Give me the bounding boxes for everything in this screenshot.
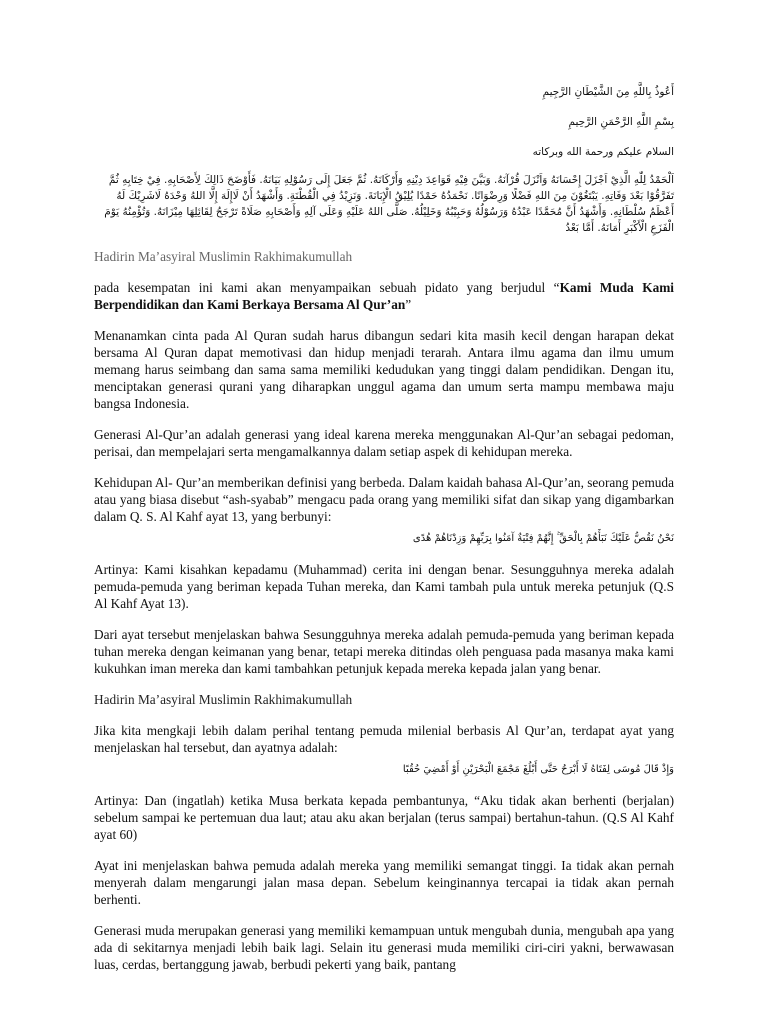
intro-paragraph (94, 279, 674, 313)
intro-lead: pada kesempatan ini kami akan menyampaikan sebuah pidato yang berjudul “ (94, 280, 560, 295)
paragraph-7: Artinya: Dan (ingatlah) ketika Musa berkata kepada pembantunya, “Aku tidak akan berhenti (berjalan) sebelum sampai ke pertemuan dua laut; atau aku akan berjalan (terus sampai) bertahun-tahun. (Q.S Al Kahf ayat 60) (94, 793, 674, 842)
speech-title: Kami Muda Kami Berpendidikan dan Kami Berkaya Bersama Al Qur’an (94, 280, 674, 312)
greeting-heading-2: Hadirin Ma’asyiral Muslimin Rakhimakumullah (94, 692, 353, 707)
verse-al-kahf-13: نَحْنُ نَقُصُّ عَلَيْكَ نَبَأَهُمْ بِالْحَقِّ ۚ إِنَّهُمْ فِتْيَةٌ آمَنُوا بِرَبِّهِمْ وَزِدْنَاهُمْ هُدًى (412, 533, 674, 544)
paragraph-8: Ayat ini menjelaskan bahwa pemuda adalah mereka yang memiliki semangat tinggi. Ia tidak akan pernah menyerah dalam mengarungi jalan masa depan. Sebelum keinginannya tercapai ia tidak akan pernah berhenti. (94, 858, 674, 907)
paragraph-9: Generasi muda merupakan generasi yang memiliki kemampuan untuk mengubah dunia, mengubah apa yang ada di sekitarnya menjadi lebih baik lagi. Selain itu generasi muda memiliki ciri-ciri yakni, berwawasan luas, cerdas, bertanggung jawab, berbudi pekerti yang baik, pantang (94, 923, 674, 972)
paragraph-6: Jika kita mengkaji lebih dalam perihal tentang pemuda milenial berbasis Al Qur’an, terdapat ayat yang menjelaskan hal tersebut, dan ayatnya adalah: (94, 723, 674, 755)
paragraph-1: Menanamkan cinta pada Al Quran sudah harus dibangun sedari kita masih kecil dengan harapan dekat bersama Al Quran dapat memotivasi dan hidup menjadi terarah. Antara ilmu agama dan ilmu umum memang harus seimbang dan sama sama memiliki kedudukan yang tinggi dalam pendidikan. Dengan itu, menciptakan generasi qurani yang diharapkan unggul agama dan umum serta mampu membawa maju bangsa Indonesia. (94, 328, 674, 411)
greeting-heading: Hadirin Ma’asyiral Muslimin Rakhimakumullah (94, 249, 353, 264)
intro-tail: ” (405, 297, 412, 312)
opening-khutbah-arabic: اَلْحَمْدُ لِلّٰهِ الَّذِيْ اَجْزَلَ إِحْسَانَهُ وَاَنْزَلَ قُرْآنَهُ. وَبَيَّنَ فِيْهِ قَوَاعِدَ دِيْنِهِ وَأَرْكَانَهُ. ثُمَّ جَعَلَ إِلَى رَسُوْلِهِ بَيَانَهُ. فَأَوْضَحَ ذَالِكَ لِأَصْحَابِهِ. فِيْ خِتَابِهِ ثُمَّ تَفَرَّقُوْا بَعْدَ وَفَاتِهِ. يَبْتَغُوْنَ مِنَ اللهِ فَضْلًا وَرِضْوَانًا. نَحْمَدُهُ حَمْدًا يُلِيْقُ الْإِبَانَةَ. وَنَزِيْدُ فِي الْقُطْنَةِ. وَأَشْهَدُ أَنْ لَاإِلَهَ إِلَّا اللهُ وَحْدَهُ لَاشَرِيْكَ لَهُ أَعْظَمُ سُلْطَانِهِ. وَأَشْهَدُ أَنَّ مُحَمَّدًا عَبْدُهُ وَرَسُوْلُهُ وَحَبِيْبُهُ وَخَلِيْلُهُ. صَلَّى اللهُ عَلَيْهِ وَعَلَى آلِهِ وَأَصْحَابِهِ صَلَاةً تَرْجَحُ لِقَائِلِهَا مِيْزَانَهُ. وَتُؤْمِنُهُ يَوْمَ الْفَزَعِ الْأَكْبَرِ أَمَانَهُ. أَمَّا بَعْدُ (104, 174, 674, 234)
verse-al-kahf-60: وَإِذْ قَالَ مُوسَى لِفَتَاهُ لَا أَبْرَحُ حَتَّى أَبْلُغَ مَجْمَعَ الْبَحْرَيْنِ أَوْ أَمْضِيَ حُقُبًا (402, 764, 674, 775)
paragraph-4: Artinya: Kami kisahkan kepadamu (Muhammad) cerita ini dengan benar. Sesungguhnya mereka adalah pemuda-pemuda yang beriman kepada Tuhan mereka, dan Kami tambah pula untuk mereka petunjuk (Q.S Al Kahf Ayat 13). (94, 562, 674, 611)
paragraph-2: Generasi Al-Qur’an adalah generasi yang ideal karena mereka menggunakan Al-Qur’an sebagai pedoman, perisai, dan mempelajari serta mengamalkannya dalam setiap aspek di kehidupan mereka. (94, 427, 674, 459)
basmalah-arabic: بِسْمِ اللَّهِ الرَّحْمَنِ الرَّحِيمِ (568, 116, 674, 128)
salam-arabic: السلام عليكم ورحمة الله وبركاته (532, 146, 674, 158)
paragraph-5: Dari ayat tersebut menjelaskan bahwa Sesungguhnya mereka adalah pemuda-pemuda yang beriman kepada tuhan mereka dengan keimanan yang benar, tetapi mereka ditindas oleh penguasa pada masanya maka kami kukuhkan iman mereka dan kami tambahkan petunjuk kepada mereka kepada jalan yang benar. (94, 627, 674, 676)
taawudz-arabic: أَعُوذُ بِاللَّهِ مِنَ الشَّيْطَانِ الرَّجِيمِ (542, 86, 674, 98)
paragraph-3: Kehidupan Al- Qur’an memberikan definisi yang berbeda. Dalam kaidah bahasa Al-Qur’an, seorang pemuda atau yang biasa disebut “ash-syabab” mengacu pada orang yang memiliki sifat dan sikap yang digambarkan dalam Q. S. Al Kahf ayat 13, yang berbunyi: (94, 475, 674, 524)
